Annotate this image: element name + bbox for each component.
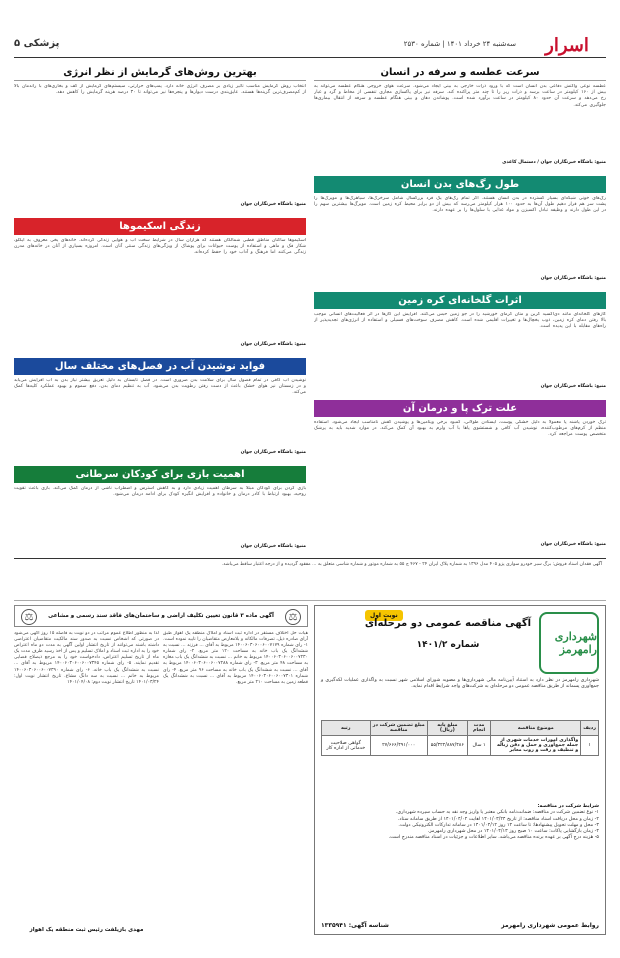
article-source: منبع: باشگاه خبرنگاران جوان	[240, 202, 306, 207]
article-source: منبع: باشگاه خبرنگاران جوان	[540, 276, 606, 281]
loss-notice: آگهی فقدان اسناد فروش: برگ سبز خودرو سواری پژو ۴۰۵ مدل ۱۳۹۶ به شماره پلاک ایران ۲۴ - ۴۶۷ ج ۵۵ به شماره موتور و شماره شاسی متعلق به ... مفقود گردیده و از درجه اعتبار ساقط می‌باشد.	[14, 559, 606, 601]
table-row	[322, 736, 599, 756]
table-header: مبلغ پایه (ریال)	[427, 721, 467, 736]
table-cell: ۲۷/۶۶۶/۴۹۱/۰۰۰	[370, 736, 427, 756]
article-source: منبع: باشگاه خبرنگاران جوان	[240, 342, 306, 347]
table-cell: واگذاری امورات خدمات شهری از جمله جمع‌آوری و حمل و دفن زباله و تنظیف و رفت و روب معابر	[491, 736, 581, 756]
article-water	[14, 358, 306, 462]
table-cell: ۱	[581, 736, 599, 756]
municipality-emblem: شهرداری رامهرمز	[539, 612, 599, 674]
tender-table	[321, 720, 599, 756]
table-header: رتبه	[322, 721, 371, 736]
section-label: پزشکی ۵	[14, 38, 60, 49]
article-foot	[314, 400, 606, 556]
condition-item: ۴- زمان بازگشایی پاکات: ساعت ۱۰ صبح روز ۱۴۰۱/۰۴/۱۳ در محل شهرداری رامهرمز.	[427, 829, 599, 835]
article-body: رگ‌های خونی شبکه‌ای بسیار گسترده در بدن انسان هستند. اگر تمام رگ‌های یک فرد بزرگسال شامل سرخرگ‌ها، سیاهرگ‌ها و مویرگ‌ها را پشت سر هم قرار دهیم طول آن‌ها به حدود ۱۰۰ هزار کیلومتر می‌رسد که بیش از دو برابر محیط کره زمین است. مویرگ‌ها بیشترین سهم را در این طول دارند و وظیفه تبادل اکسیژن و مواد غذایی با سلول‌ها را بر عهده دارند.	[314, 196, 606, 214]
condition-item: ۱- نوع تضمین شرکت در مناقصه: ضمانت‌نامه بانکی معتبر یا واریز وجه نقد به حساب سپرده شهرداری.	[395, 810, 599, 816]
article-body: اسکیموها ساکنان مناطق قطبی شمالگان هستند که هزاران سال در شرایط سخت آب و هوایی زندگی کرده‌اند. خانه‌های یخی معروف به ایگلو، شکار فک و ماهی و استفاده از پوست حیوانات برای پوشاک از ویژگی‌های زندگی سنتی آنان است. امروزه بسیاری از آنان در خانه‌های مدرن زندگی می‌کنند اما فرهنگ و آداب خود را حفظ کرده‌اند.	[14, 238, 306, 256]
article-title: سرعت عطسه و سرفه در انسان	[314, 64, 606, 81]
masthead	[14, 34, 606, 58]
table-header-row	[322, 721, 599, 736]
legal-header: ⚖ آگهی ماده ۳ قانون تعیین تکلیف اراضی و ساختمان‌های فاقد سند رسمی و مشاعی ⚖	[14, 605, 308, 627]
article-source: منبع: باشگاه خبرنگاران جوان	[540, 542, 606, 547]
article-body: بازی کردن برای کودکان مبتلا به سرطان اهمیت زیادی دارد و به کاهش استرس و اضطراب ناشی از درمان کمک می‌کند. بازی باعث تقویت روحیه، بهبود ارتباط با کادر درمان و خانواده و افزایش انگیزه کودک برای ادامه درمان می‌شود.	[14, 486, 306, 498]
article-greenhouse	[314, 292, 606, 396]
article-title: اثرات گلخانه‌ای کره زمین	[314, 292, 606, 309]
table-header: مبلغ تضمین شرکت در مناقصه	[370, 721, 427, 736]
condition-item: ۳- محل و مهلت تحویل پیشنهادها: تا ساعت ۱۴ روز ۱۴۰۱/۰۴/۱۲ در سامانه تدارکات الکترونیکی دولت.	[398, 822, 599, 828]
article-title: علت ترک پا و درمان آن	[314, 400, 606, 417]
article-title: اهمیت بازی برای کودکان سرطانی	[14, 466, 306, 483]
table-header: ردیف	[581, 721, 599, 736]
article-body: ترک خوردن پاشنه پا معمولاً به دلیل خشکی پوست، ایستادن طولانی، کمبود برخی ویتامین‌ها و پوشیدن کفش نامناسب ایجاد می‌شود. استفاده منظم از کرم‌های مرطوب‌کننده، نوشیدن آب کافی و شستشوی پاها با آب ولرم به بهبود آن کمک می‌کند. در موارد شدید باید به پزشک متخصص پوست مراجعه کرد.	[314, 420, 606, 438]
legal-notice	[14, 605, 308, 935]
legal-text-left: لذا به منظور اطلاع عموم مراتب در دو نوبت به فاصله ۱۵ روز آگهی می‌شود در صورتی که اشخاص نسبت به صدور سند مالکیت متقاضیان اعتراضی داشته باشند می‌توانند از تاریخ انتشار اولین آگهی به مدت دو ماه اعتراض خود را به اداره ثبت اسناد و املاک تسلیم و پس از اخذ رسید ظرف مدت یک ماه از تاریخ تسلیم اعتراض، دادخواست خود را به مرجع ذیصلاح قضایی تقدیم نمایند. ۵- رای شماره ۱۴۰۰۶۰۳۰۶۰۰۶۰۰۷۳۴۵ مربوط به آقای ... نسبت به ششدانگ یک باب خانه. ۶- رای شماره ۱۴۰۰۶۰۳۰۶۰۰۶۰۰۷۳۹۰ مربوط به خانم ... نسبت به سه دانگ مشاع. تاریخ انتشار نوبت اول: ۱۴۰۱/۰۳/۲۴ تاریخ انتشار نوبت دوم: ۱۴۰۱/۰۴/۰۸	[14, 631, 159, 685]
tender-conditions	[321, 804, 599, 842]
scales-icon: ⚖	[21, 609, 37, 625]
article-body: نوشیدن آب کافی در تمام فصول سال برای سلامت بدن ضروری است. در فصل تابستان به دلیل تعریق بیشتر نیاز بدن به آب افزایش می‌یابد و در زمستان نیز هوای خشک باعث از دست رفتن رطوبت بدن می‌شود. آب به تنظیم دمای بدن، دفع سموم و بهبود عملکرد کلیه‌ها کمک می‌کند.	[14, 378, 306, 396]
scales-icon: ⚖	[285, 609, 301, 625]
legal-text-right: هیات حل اختلاف مستقر در اداره ثبت اسناد و املاک منطقه یک اهواز طبق آرای صادره ذیل، تصرفات مالکانه و بلامعارض متقاضیان را تایید نموده است. ۱- رای شماره ۱۴۰۰۶۰۳۰۶۰۰۶۰۰۷۱۷۹ مربوط به آقای ... فرزند ... نسبت به ششدانگ یک باب خانه به مساحت ۱۲۰ متر مربع. ۲- رای شماره ۱۴۰۰۶۰۳۰۶۰۰۶۰۰۷۲۳۰ مربوط به خانم ... نسبت به ششدانگ یک باب مغازه به مساحت ۴۸ متر مربع. ۳- رای شماره ۱۴۰۰۶۰۳۰۶۰۰۶۰۰۷۲۸۸ مربوط به آقای ... نسبت به ششدانگ یک باب خانه به مساحت ۹۶ متر مربع. ۴- رای شماره ۱۴۰۰۶۰۳۰۶۰۰۶۰۰۷۳۰۱ مربوط به آقای ... نسبت به ششدانگ یک قطعه زمین به مساحت ۲۱۰ متر مربع.	[163, 631, 308, 685]
table-cell: گواهی صلاحیت خدماتی از اداره کار	[322, 736, 371, 756]
issue-info: سه‌شنبه ۲۴ خرداد ۱۴۰۱ | شماره ۲۵۳۰	[403, 40, 516, 48]
article-title: فواید نوشیدن آب در فصل‌های مختلف سال	[14, 358, 306, 375]
article-title: طول رگ‌های بدن انسان	[314, 176, 606, 193]
article-kids	[14, 466, 306, 556]
ad-id: شناسه آگهی: ۱۳۳۵۹۴۱	[321, 922, 389, 929]
tender-number: شماره ۱۴۰۱/۲	[416, 640, 480, 650]
article-sneeze	[314, 64, 606, 172]
table-cell: ۱ سال	[467, 736, 490, 756]
table-header: موضوع مناقصه	[491, 721, 581, 736]
condition-item: ۵- هزینه درج آگهی بر عهده برنده مناقصه می‌باشد. سایر اطلاعات و جزئیات در اسناد مناقصه مندرج است.	[388, 835, 599, 841]
advertisements-area	[14, 558, 606, 938]
newspaper-logo[interactable]: اسرار	[545, 34, 589, 56]
tender-ad	[314, 605, 606, 935]
article-body: گازهای گلخانه‌ای مانند دی‌اکسید کربن و متان گرمای خورشید را در جو زمین حبس می‌کنند. افزایش این گازها در اثر فعالیت‌های انسانی موجب بالا رفتن دمای کره زمین، ذوب یخچال‌ها و تغییرات اقلیمی شده است. کاهش مصرف سوخت‌های فسیلی و استفاده از انرژی‌های تجدیدپذیر از راه‌های مقابله با این پدیده است.	[314, 312, 606, 330]
article-veins	[314, 176, 606, 288]
tender-footer	[321, 922, 599, 929]
legal-signature: مهدی بازیلفت رئیس ثبت منطقه یک اهواز	[29, 927, 144, 933]
article-body: عطسه نوعی واکنش دفاعی بدن انسان است که با ورود ذرات خارجی به بینی ایجاد می‌شود. سرعت هوای خروجی هنگام عطسه می‌تواند به بیش از ۱۶۰ کیلومتر در ساعت برسد و ذرات ریز را تا چند متر پراکنده کند. سرفه نیز برای پاکسازی مجاری تنفسی از مخاط و گرد و غبار رخ می‌دهد و سرعت آن حدود ۸۰ کیلومتر در ساعت برآورد شده است. پوشاندن دهان و بینی هنگام عطسه و سرفه از انتقال بیماری‌ها جلوگیری می‌کند.	[314, 84, 606, 108]
article-title: زندگی اسکیموها	[14, 218, 306, 235]
article-source: منبع: باشگاه خبرنگاران جوان	[540, 384, 606, 389]
articles-area	[14, 64, 606, 556]
table-cell: ۵۵/۳۲۲/۸۸۷/۴۸۶	[427, 736, 467, 756]
article-body: انتخاب روش گرمایش مناسب تاثیر زیادی بر مصرف انرژی خانه دارد. پمپ‌های حرارتی، سیستم‌های گرمایش از کف و بخاری‌های با راندمان بالا از کم‌مصرف‌ترین گزینه‌ها هستند. عایق‌بندی درست دیوارها و پنجره‌ها نیز می‌تواند تا ۳۰ درصد هزینه گرمایش را کاهش دهد.	[14, 84, 306, 96]
table-header: مدت انجام	[467, 721, 490, 736]
public-relations: روابط عمومی شهرداری رامهرمز	[501, 922, 599, 929]
article-source: منبع: باشگاه خبرنگاران جوان / دستمال کاغذی	[502, 160, 606, 165]
article-source: منبع: باشگاه خبرنگاران جوان	[240, 544, 306, 549]
article-source: منبع: باشگاه خبرنگاران جوان	[240, 450, 306, 455]
tender-title: آگهی مناقصه عمومی دو مرحله‌ای	[364, 618, 532, 629]
condition-item: ۲- زمان و محل دریافت اسناد مناقصه: از تاریخ ۱۴۰۱/۰۳/۲۴ لغایت ۱۴۰۱/۰۴/۰۲ از طریق سامانه ستاد.	[397, 816, 599, 822]
article-heating	[14, 64, 306, 214]
tender-intro: شهرداری رامهرمز در نظر دارد به استناد آیین‌نامه مالی شهرداری‌ها و مصوبه شورای اسلامی شهر نسبت به واگذاری عملیات لکه‌گیری و جمع‌آوری پسماند از طریق مناقصه عمومی دو مرحله‌ای به شرکت‌های واجد شرایط اقدام نماید.	[321, 678, 599, 690]
article-title: بهترین روش‌های گرمایش از نظر انرژی	[14, 64, 306, 81]
first-round-badge: نوبت اول	[365, 610, 403, 621]
article-eskimo	[14, 218, 306, 354]
condition-heading: شرایط شرکت در مناقصه:	[537, 804, 599, 809]
